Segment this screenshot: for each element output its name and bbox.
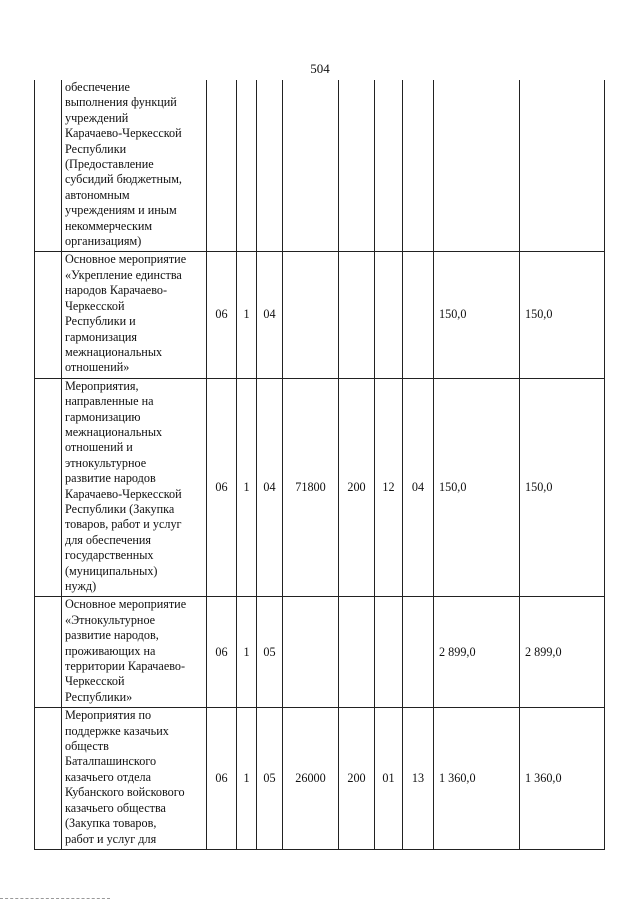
amount-cell-1: 150,0 [434, 378, 520, 597]
program-code-cell: 06 [207, 378, 237, 597]
table-row [35, 378, 605, 597]
expense-type-cell: 200 [339, 378, 375, 597]
section-code-cell: 12 [375, 378, 403, 597]
item-name-line: поддержке казачьих [65, 723, 169, 738]
amount-cell-2: 1 360,0 [520, 708, 605, 850]
item-name-line: этнокультурное [65, 455, 147, 470]
item-name-line: учреждений [65, 110, 129, 125]
expense-type-cell [339, 252, 375, 378]
program-code-cell: 06 [207, 597, 237, 708]
direction-code-cell: 26000 [283, 708, 339, 850]
item-name-line: выполнения функций [65, 95, 177, 110]
item-name-line: обществ [65, 739, 109, 754]
program-code-cell: 06 [207, 708, 237, 850]
amount-cell-1: 1 360,0 [434, 708, 520, 850]
subsection-code-cell [403, 597, 434, 708]
item-name-line: Черкесской [65, 674, 125, 689]
amount-cell-2: 150,0 [520, 252, 605, 378]
table-row [35, 597, 605, 708]
item-name-line: Республики и [65, 314, 136, 329]
direction-code-cell [283, 80, 339, 252]
subprogram-code-cell: 1 [237, 597, 257, 708]
item-name-line: гармонизацию [65, 409, 141, 424]
item-name-line: направленные на [65, 394, 154, 409]
item-name-line: организациям) [65, 234, 142, 249]
item-name-line: межнациональных [65, 424, 163, 439]
item-name-line: отношений и [65, 440, 133, 455]
item-name-line: казачьего отдела [65, 769, 152, 784]
item-name-cell [62, 80, 207, 252]
expense-type-cell: 200 [339, 708, 375, 850]
direction-code-cell [283, 597, 339, 708]
item-name-line: (Предоставление [65, 157, 154, 172]
item-name-line: обеспечение [65, 80, 130, 94]
blank-cell [35, 597, 62, 708]
item-name-line: Республики [65, 141, 127, 156]
item-name-line: народов Карачаево- [65, 283, 168, 298]
section-code-cell [375, 252, 403, 378]
amount-cell-1: 150,0 [434, 252, 520, 378]
item-name-line: развитие народов [65, 471, 156, 486]
amount-cell-1 [434, 80, 520, 252]
event-code-cell: 05 [257, 708, 283, 850]
item-name-line: (Закупка товаров, [65, 816, 157, 831]
expense-type-cell [339, 80, 375, 252]
item-name-line: субсидий бюджетным, [65, 172, 182, 187]
table-row [35, 252, 605, 378]
blank-cell [35, 252, 62, 378]
item-name-cell [62, 252, 207, 378]
blank-cell [35, 708, 62, 850]
item-name-cell [62, 597, 207, 708]
item-name-line: гармонизация [65, 329, 138, 344]
amount-cell-2 [520, 80, 605, 252]
item-name-line: Кубанского войскового [65, 785, 185, 800]
item-name-line: «Этнокультурное [65, 612, 156, 627]
item-name-cell [62, 708, 207, 850]
subsection-code-cell [403, 80, 434, 252]
item-name-line: нужд) [65, 579, 97, 593]
section-code-cell: 01 [375, 708, 403, 850]
amount-cell-1: 2 899,0 [434, 597, 520, 708]
program-code-cell [207, 80, 237, 252]
item-name-line: Карачаево-Черкесской [65, 486, 182, 501]
item-name-line: государственных [65, 548, 154, 563]
item-name-line: (муниципальных) [65, 563, 158, 578]
item-name-line: Республики» [65, 689, 133, 704]
item-name-cell [62, 378, 207, 597]
subsection-code-cell [403, 252, 434, 378]
item-name-line: Карачаево-Черкесской [65, 126, 182, 141]
section-code-cell [375, 597, 403, 708]
item-name-line: «Укрепление единства [65, 267, 182, 282]
table-row [35, 80, 605, 252]
item-name-line: товаров, работ и услуг [65, 517, 182, 532]
item-name-line: Мероприятия по [65, 708, 152, 723]
amount-cell-2: 150,0 [520, 378, 605, 597]
item-name-line: проживающих на [65, 643, 156, 658]
subsection-code-cell: 13 [403, 708, 434, 850]
item-name-line: Баталпашинского [65, 754, 157, 769]
expense-type-cell [339, 597, 375, 708]
item-name-line: некоммерческим [65, 218, 153, 233]
item-name-line: работ и услуг для [65, 831, 157, 846]
item-name-line: отношений» [65, 360, 130, 375]
section-code-cell [375, 80, 403, 252]
program-code-cell: 06 [207, 252, 237, 378]
subsection-code-cell: 04 [403, 378, 434, 597]
item-name-line: Основное мероприятие [65, 597, 187, 612]
item-name-line: автономным [65, 187, 130, 202]
direction-code-cell: 71800 [283, 378, 339, 597]
event-code-cell: 05 [257, 597, 283, 708]
item-name-line: Основное мероприятие [65, 252, 187, 267]
subprogram-code-cell: 1 [237, 252, 257, 378]
item-name-line: территории Карачаево- [65, 659, 186, 674]
footer-rule [0, 898, 110, 899]
item-name-line: межнациональных [65, 344, 163, 359]
blank-cell [35, 378, 62, 597]
item-name-line: Черкесской [65, 298, 125, 313]
item-name-line: учреждениям и иным [65, 203, 177, 218]
page-number: 504 [310, 61, 330, 76]
direction-code-cell [283, 252, 339, 378]
budget-table [34, 80, 605, 850]
item-name-line: для обеспечения [65, 532, 152, 547]
subprogram-code-cell [237, 80, 257, 252]
event-code-cell: 04 [257, 252, 283, 378]
event-code-cell [257, 80, 283, 252]
amount-cell-2: 2 899,0 [520, 597, 605, 708]
blank-cell [35, 80, 62, 252]
subprogram-code-cell: 1 [237, 708, 257, 850]
table-row [35, 708, 605, 850]
item-name-line: Мероприятия, [65, 378, 139, 393]
item-name-line: Республики (Закупка [65, 501, 175, 516]
subprogram-code-cell: 1 [237, 378, 257, 597]
event-code-cell: 04 [257, 378, 283, 597]
item-name-line: развитие народов, [65, 628, 159, 643]
item-name-line: казачьего общества [65, 800, 166, 815]
